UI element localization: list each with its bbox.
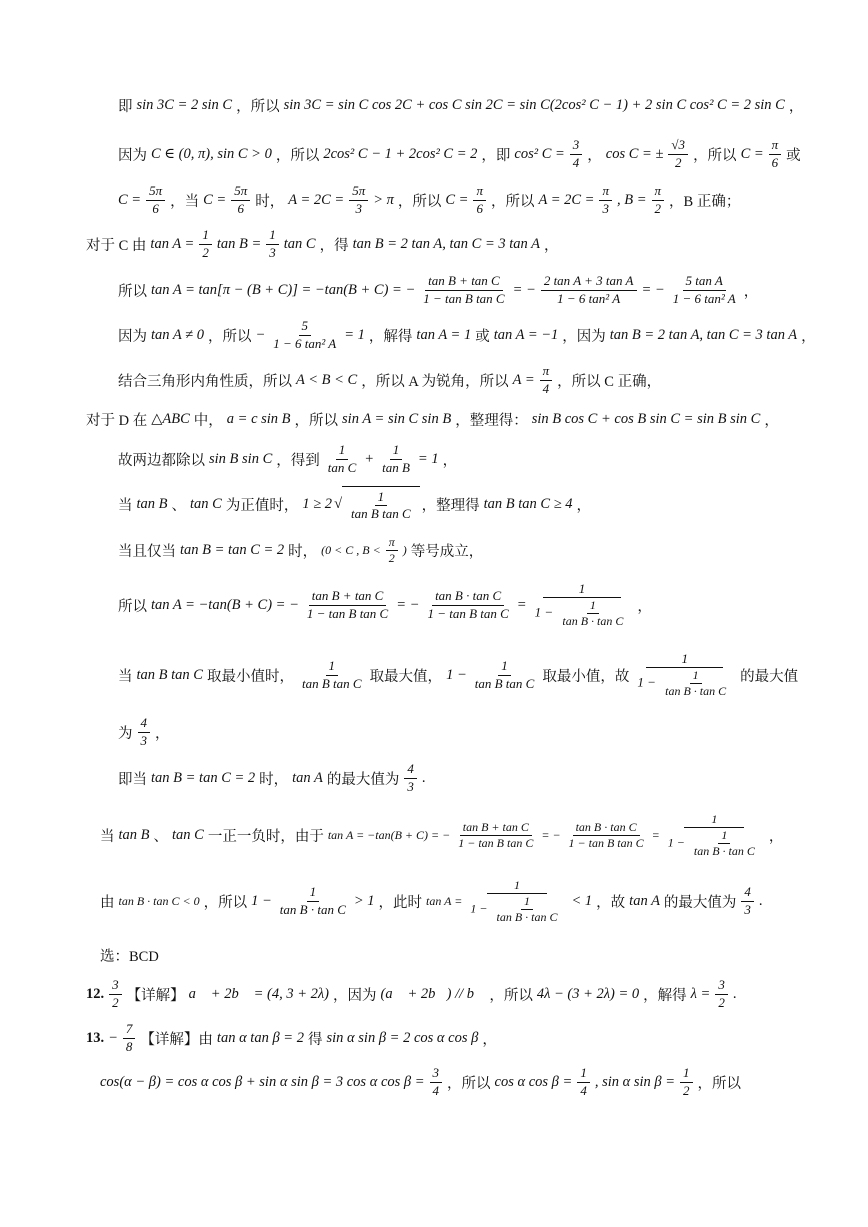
text-line-10: 当 tan B 、 tan C 为正值时， 1 ≥ 2 √ $\frac{1}{\text{tan B tan C}}$ ，整理得 tan B tan C ≥ 4 ， (0, 482, 868, 526)
text-line-4: 对于 C 由 tan A = $\frac{1}{2}$ tan B = $\frac{1}{3}$ tan C ，得 tan B = 2 tan A, tan C = 3 tan A ， (86, 227, 559, 260)
text-line-3: C = $\frac{5\pi}{6}$ ，当 C = $\frac{5\pi}{6}$ 时， A = 2C = $\frac{5\pi}{3}$ > π ，所以 C = $\frac{\pi}{6}$ ，所以 A = 2C = $\frac{\pi}{3}$ , B = $\frac{\pi}{2}$ ，B 正确； (118, 183, 741, 216)
text-line-1: 即 sin 3C = 2 sin C ，所以 sin 3C = sin C cos 2C + cos C sin 2C = sin C(2cos² C − 1) + 2 sin C cos² C = 2 sin C ， (118, 96, 804, 115)
text-line-17: 由 tan B · tan C < 0 ，所以 1 − $\frac{1}{\text{tan B · tan C}}$ > 1 ，此时 tan A = 1 1 − $\frac{1}{\text{tan B · tan C}}$ < 1 ，故 tan A 的最大值为 $\frac{4}{3}$ . (100, 877, 763, 924)
text-line-15: 即当 tan B = tan C = 2 时， tan A 的最大值为 $\frac{4}{3}$ . (118, 761, 426, 794)
text-line-12: 所以 tan A = −tan(B + C) = − $\frac{\text{tan B + tan C}}{\text{1 − tan B tan C}}$ = − $\frac{\text{tan B · tan C}}{\text{1 − tan B tan C}}$ = 1 1 − $\frac{1}{\text{tan B · tan C}}$ ， (118, 580, 652, 629)
text-line-21: cos(α − β) = cos α cos β + sin α sin β = 3 cos α cos β = $\frac{3}{4}$ ，所以 cos α cos β = $\frac{1}{4}$ , sin α sin β = $\frac{1}{2}$ ，所以 (100, 1065, 742, 1098)
text-line-11: 当且仅当 tan B = tan C = 2 时， (0 < C , B < $\frac{\pi}{2}$ ) 等号成立， (118, 534, 484, 565)
text-line-2: 因为 C ∈ (0, π), sin C > 0 ，所以 2cos² C − 1 + 2cos² C = 2 ，即 cos² C = $\frac{3}{4}$ ， cos C = ± $\frac{√3}{2}$ ，所以 C = $\frac{\pi}{6}$ 或 (118, 137, 801, 170)
text-line-5: 所以 tan A = tan[π − (B + C)] = −tan(B + C) = − $\frac{\text{tan B + tan C}}{\text{1 − tan B tan C}}$ = − $\frac{\text{2 tan A + 3 tan A}}{\text{1 − 6 tan² A}}$ = − $\frac{\text{5 tan A}}{\text{1 − 6 tan² A}}$ ， (118, 273, 759, 306)
text-line-8: 对于 D 在 △ABC 中， a = c sin B ，所以 sin A = sin C sin B ，整理得： sin B cos C + cos B sin C = sin B sin C ， (86, 410, 779, 429)
text-line-19: 12. $\frac{3}{2}$ 【详解】 a⃗ + 2b⃗ = (4, 3 + 2λ) ，因为 (a⃗ + 2b⃗) // b⃗ ，所以 4λ − (3 + 2λ) = 0 ，解得 λ = $\frac{3}{2}$ . (86, 977, 737, 1010)
text-line-13: 当 tan B tan C 取最小值时， $\frac{1}{\text{tan B tan C}}$ 取最大值， 1 − $\frac{1}{\text{tan B tan C}}$ 取最小值，故 1 1 − $\frac{1}{\text{tan B · tan C}}$ 的最大值 (118, 650, 799, 699)
text-line-16: 当 tan B 、 tan C 一正一负时，由于 tan A = −tan(B + C) = − $\frac{\text{tan B + tan C}}{\text{1 − tan B tan C}}$ = − $\frac{\text{tan B · tan C}}{\text{1 − tan B tan C}}$ = 1 1 − $\frac{1}{\text{tan B · tan C}}$ ， (100, 811, 784, 858)
text-line-9: 故两边都除以 sin B sin C ，得到 $\frac{1}{\text{tan C}}$ + $\frac{1}{\text{tan B}}$ = 1 ， (118, 442, 458, 475)
text-line-18: 选：BCD (100, 948, 159, 965)
text-line-14: 为 $\frac{4}{3}$ ， (118, 715, 170, 748)
text-line-6: 因为 tan A ≠ 0 ，所以 − $\frac{5}{\text{1 − 6 tan² A}}$ = 1 ，解得 tan A = 1 或 tan A = −1 ，因为 tan B = 2 tan A, tan C = 3 tan A ， (118, 318, 816, 351)
text-line-20: 13. − $\frac{7}{8}$ 【详解】由 tan α tan β = 2 得 sin α sin β = 2 cos α cos β ， (86, 1021, 497, 1054)
text-line-7: 结合三角形内角性质，所以 A < B < C ，所以 A 为锐角，所以 A = $\frac{\pi}{4}$ ，所以 C 正确， (118, 363, 662, 396)
